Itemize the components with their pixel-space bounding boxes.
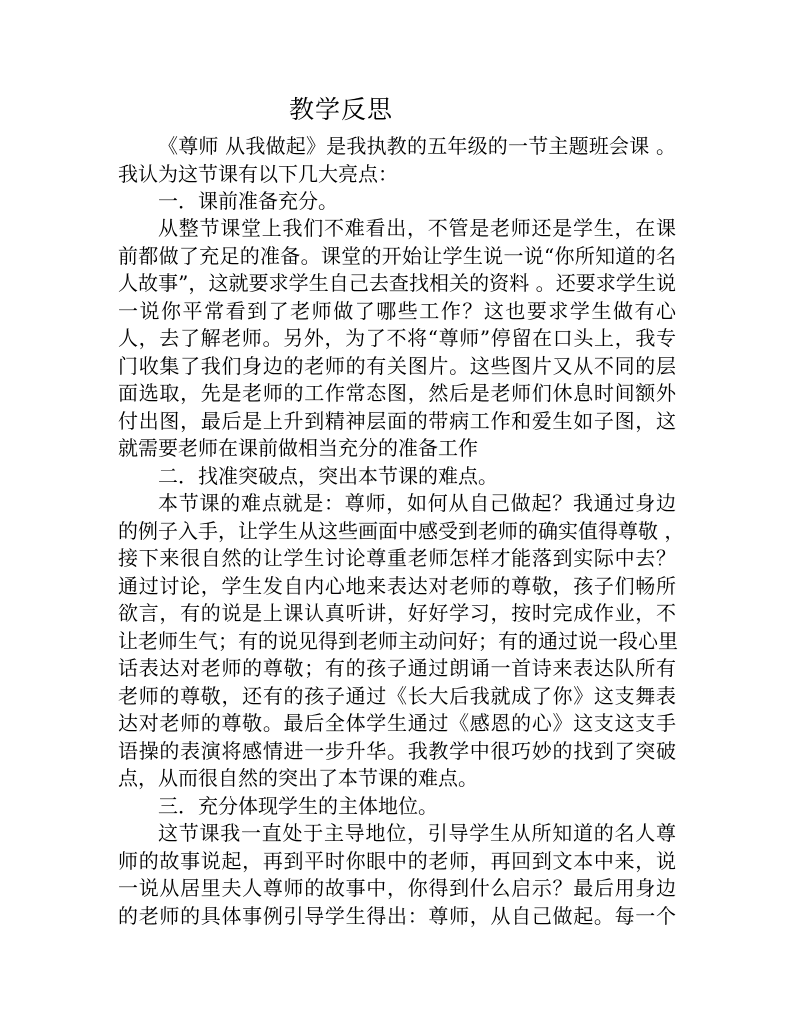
text-line: 语操的表演将感情进一步升华。我教学中很巧妙的找到了突破 bbox=[118, 739, 676, 763]
section-heading: 三．充分体现学生的主体地位。 bbox=[158, 794, 438, 818]
document-title: 教学反思 bbox=[289, 95, 394, 124]
text-line: 就需要老师在课前做相当充分的准备工作 bbox=[118, 436, 478, 460]
text-line: 达对老师的尊敬。最后全体学生通过《感恩的心》这支这支手 bbox=[118, 711, 676, 735]
text-line: 师的故事说起，再到平时你眼中的老师，再回到文本中来，说 bbox=[118, 849, 676, 873]
text-line: 付出图，最后是上升到精神层面的带病工作和爱生如子图，这 bbox=[118, 409, 676, 433]
text-line: 一说从居里夫人尊师的故事中，你得到什么启示？最后用身边 bbox=[118, 876, 676, 900]
text-line: 点，从而很自然的突出了本节课的难点。 bbox=[118, 766, 478, 790]
text-line: 人，去了解老师。另外，为了不将“尊师”停留在口头上，我专 bbox=[118, 326, 676, 350]
text-line: 门收集了我们身边的老师的有关图片。这些图片又从不同的层 bbox=[118, 354, 676, 378]
text-line: 老师的尊敬，还有的孩子通过《长大后我就成了你》这支舞表 bbox=[118, 684, 676, 708]
text-line: 《尊师 从我做起》是我执教的五年级的一节主题班会课 。 bbox=[158, 134, 676, 158]
text-line: 话表达对老师的尊敬；有的孩子通过朗诵一首诗来表达队所有 bbox=[118, 656, 676, 680]
text-line: 前都做了充足的准备。课堂的开始让学生说一说“你所知道的名 bbox=[118, 244, 676, 268]
text-line: 从整节课堂上我们不难看出，不管是老师还是学生，在课 bbox=[158, 216, 676, 240]
text-line: 我认为这节课有以下几大亮点： bbox=[118, 162, 398, 186]
text-line: 的老师的具体事例引导学生得出：尊师，从自己做起。每一个 bbox=[118, 904, 676, 928]
text-line: 让老师生气；有的说见得到老师主动问好；有的通过说一段心里 bbox=[118, 629, 678, 653]
text-line: 的例子入手，让学生从这些画面中感受到老师的确实值得尊敬 ， bbox=[118, 519, 685, 543]
text-line: 通过讨论，学生发自内心地来表达对老师的尊敬，孩子们畅所 bbox=[118, 574, 676, 598]
text-line: 欲言，有的说是上课认真听讲，好好学习，按时完成作业，不 bbox=[118, 601, 676, 625]
section-heading: 一．课前准备充分。 bbox=[158, 189, 338, 213]
text-line: 接下来很自然的让学生讨论尊重老师怎样才能落到实际中去？ bbox=[118, 546, 676, 570]
text-line: 本节课的难点就是：尊师，如何从自己做起？我通过身边 bbox=[158, 491, 676, 515]
section-heading: 二．找准突破点，突出本节课的难点。 bbox=[158, 464, 498, 488]
text-line: 面选取，先是老师的工作常态图，然后是老师们休息时间额外 bbox=[118, 381, 676, 405]
text-line: 一说你平常看到了老师做了哪些工作？这也要求学生做有心 bbox=[118, 299, 676, 323]
text-line: 人故事”，这就要求学生自己去查找相关的资料 。还要求学生说 bbox=[118, 271, 676, 295]
text-line: 这节课我一直处于主导地位，引导学生从所知道的名人尊 bbox=[158, 821, 676, 845]
